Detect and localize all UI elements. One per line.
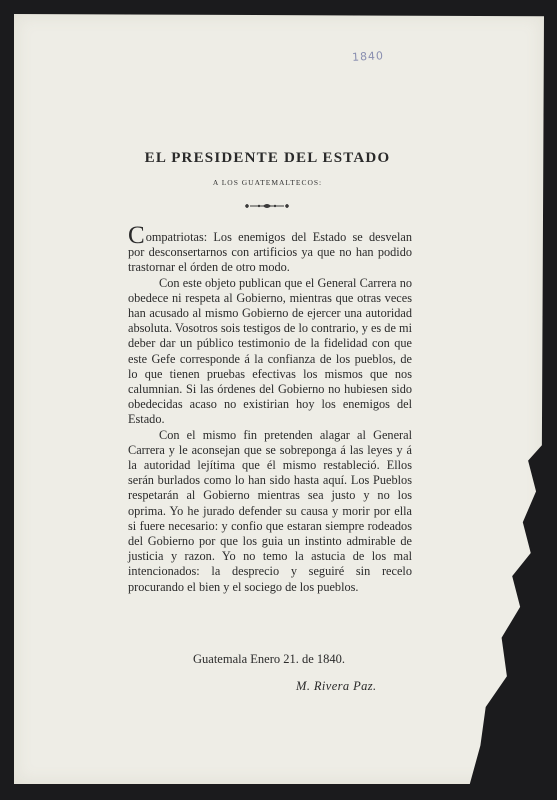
pencil-note: 1840 (351, 49, 385, 64)
document-subtitle: A LOS GUATEMALTECOS: (212, 178, 323, 187)
document-title: EL PRESIDENTE DEL ESTADO (144, 150, 391, 166)
signature: M. Rivera Paz. (296, 679, 377, 693)
date-line: Guatemala Enero 21. de 1840. (193, 652, 346, 666)
ornament-divider-icon (243, 201, 291, 211)
document-body (128, 222, 412, 595)
dropcap: C (128, 222, 145, 249)
paragraph-1-text: ompatriotas: Los enemigos del Estado se desvelan por desconsertarnos con artificios ya que no han podido trastornar el órden de otro modo. (128, 230, 412, 275)
paragraph-3: Con el mismo fin pretenden alagar al General Carrera y le aconsejan que se sobreponga á las leyes y á la autoridad lejítima que él mismo restableció. Ellos serán burlados como lo han sido hasta aquí. Los Pueblos respetarán al Gobierno mientras sea justo y no los oprima. Yo he jurado defender su causa y morir por ella si fuere necesario: y confio que estaran siempre rodeados del Gobierno por que los guia un instinto admirable de justicia y razon. Yo no temo la astucia de los mal intencionados: la desprecio y seguiré sin recelo procurando el bien y el sociego de los pueblos. (128, 427, 412, 594)
paragraph-1 (128, 222, 412, 276)
paragraph-2: Con este objeto publican que el General Carrera no obedece ni respeta al Gobierno, mientras que otras veces han acusado al mismo Gobierno de ejercer una autoridad absoluta. Vosotros sois testigos de lo contrario, y es de mi deber dar un público testimonio de la fidelidad con que este Gefe corresponde á la confianza de los pueblos, de lo que tienen pruebas efectivas los mismos que nos calumnian. Si las órdenes del Gobierno no hubiesen sido obedecidas acaso no existirian hoy los enemigos del Estado. (128, 275, 412, 427)
